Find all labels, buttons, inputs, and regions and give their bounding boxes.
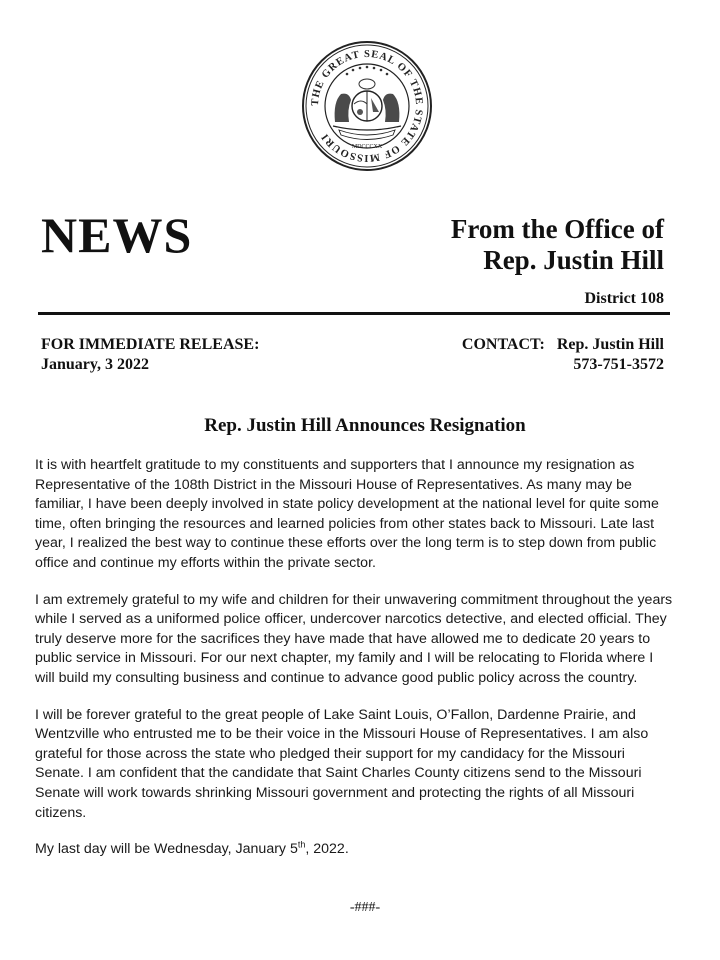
header-divider bbox=[38, 312, 670, 315]
contact-phone: 573-751-3572 bbox=[573, 356, 664, 373]
release-block bbox=[41, 335, 259, 375]
news-label: NEWS bbox=[41, 207, 193, 263]
body-paragraph-2: I am extremely grateful to my wife and children for their unwavering commitment throughout the years while I served as a uniformed police officer, undercover narcotics detective, and elected official. They truly deserve more for the sacrifices they have made that have allowed me to dedicate 20 years to public service in Missouri. For our next chapter, my family and I will be relocating to Florida where I will build my consulting business and continue to advance good public policy across the country. bbox=[35, 591, 673, 686]
contact-line bbox=[462, 335, 664, 355]
headline: Rep. Justin Hill Announces Resignation bbox=[204, 415, 526, 436]
seal-ring-text: THE GREAT SEAL OF THE STATE OF MISSOURI bbox=[309, 48, 425, 164]
seal-year: MDCCCXX bbox=[351, 144, 383, 150]
release-date: January, 3 2022 bbox=[41, 356, 150, 373]
office-block bbox=[451, 214, 664, 276]
body-paragraph-1: It is with heartfelt gratitude to my constituents and supporters that I announce my resignation as Representative of the 108th District in the Missouri House of Representatives. As many may be familiar, I have been deeply involved in state policy development at the national level for quite some time, often bringing the resources and learned policies from other states back to Missouri. Late last year, I realized the best way to continue these efforts over the long term is to step down from public office and continue my efforts within the private sector. bbox=[35, 457, 659, 571]
body-paragraph-3: I will be forever grateful to the great people of Lake Saint Louis, O’Fallon, Dardenne Prairie, and Wentzville who entrusted me to be their voice in the Missouri House of Representatives. I am also grateful for those across the state who pledged their support for my candidacy for the Missouri Senate. I am confident that the candidate that Saint Charles County citizens send to the Missouri Senate will work towards shrinking Missouri government and protecting the rights of all Missouri citizens. bbox=[35, 706, 649, 821]
end-mark: -###- bbox=[349, 900, 381, 915]
body-paragraph-4 bbox=[35, 840, 675, 860]
contact-block bbox=[462, 335, 664, 375]
contact-name: Rep. Justin Hill bbox=[556, 336, 664, 353]
last-day-year: , 2022. bbox=[305, 841, 349, 858]
release-label: FOR IMMEDIATE RELEASE: bbox=[41, 336, 260, 353]
missouri-state-seal bbox=[301, 40, 433, 172]
district-label: District 108 bbox=[584, 290, 664, 307]
release-body bbox=[35, 456, 675, 877]
office-line-2: Rep. Justin Hill bbox=[483, 245, 664, 275]
office-line-1: From the Office of bbox=[450, 214, 664, 244]
last-day-text: My last day will be Wednesday, January 5 bbox=[35, 841, 298, 858]
contact-label: CONTACT: bbox=[461, 336, 545, 353]
ordinal-suffix: th bbox=[297, 839, 306, 850]
